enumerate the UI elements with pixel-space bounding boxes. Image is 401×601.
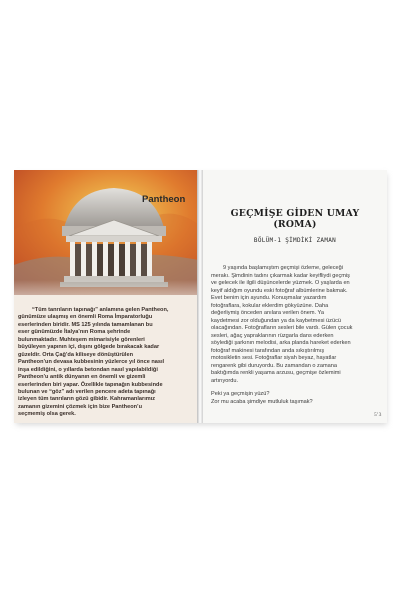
text-line: inşa edildiğini, o yıllarda betondan nasıl yapılabildiği: [18, 366, 158, 373]
story-title: GEÇMİŞE GİDEN UMAY: [230, 208, 360, 219]
text-line: güzeldir. Orta Çağ’da kiliseye dönüştürülen: [18, 351, 134, 358]
text-line: bulunmaktadır. Muhteşem mimarisiyle görenleri: [18, 336, 145, 343]
text-line: seçmemiş olsa gerek.: [18, 411, 76, 418]
text-line: artırıyordu.: [211, 377, 239, 384]
text-line: Pantheon’un devasa kubbesinin yüzlerce yıl önce nasıl: [18, 359, 165, 366]
question-line: Zor mu acaba şimdiye mutluluk taşımak?: [211, 398, 313, 405]
text-line: fotoğraflara, kokular eklerdim gökyüzüne. Daha: [211, 302, 329, 309]
text-line: büyüleyen yapının içi, dışını gölgede bırakacak kadar: [18, 344, 160, 351]
pantheon-illustration: [14, 170, 199, 310]
left-page-text: [18, 307, 194, 419]
text-line: söylediği şarkının melodisi, arka planda hareket ederken: [211, 340, 351, 346]
text-line: keyif aldığım oyundu eski fotoğraf albümlerine bakmak.: [211, 287, 348, 294]
pantheon-columns: [70, 242, 152, 276]
text-line: merakı. Şimdinin tadını çıkarmak kadar keyifliydi geçmiş: [211, 272, 350, 279]
text-line: motosikletin sesi. Fotoğraflar siyah beyaz, hayatlar: [211, 355, 337, 361]
text-line: fotoğraf makinesi tarafından anda sıkıştırılmış: [211, 347, 325, 354]
book-spine: [197, 170, 203, 423]
image-title: Pantheon: [142, 194, 186, 205]
question-line: Peki ya geçmişin yüzü?: [211, 391, 270, 397]
text-line: eserlerinden biri yapar. Özellikle tapınağın kubbesinde: [18, 381, 163, 388]
text-line: Evet benim için ayundu. Konuşmalar yazardım: [211, 295, 327, 301]
text-line: baktığımda renkli yaşama arzusu, geçmişe özlemimi: [211, 370, 341, 376]
text-line: bulunan ve “göz” adı verilen pencere adeta tapınağı: [18, 388, 156, 395]
text-line: Pantheon’u antik dünyanın en önemli ve gizemli: [18, 374, 146, 381]
text-line: eserlerinden biridir. MS 125 yılında tamamlanan bu: [18, 321, 153, 328]
chapter-heading: BÖLÜM-1 ŞİMDİKİ ZAMAN: [253, 237, 337, 244]
story-subtitle: (ROMA): [273, 219, 317, 230]
page-number: 5’3: [374, 412, 382, 418]
right-page-text: [211, 265, 379, 406]
text-line: günümüze ulaşmış en önemli Roma İmparatorluğu: [18, 314, 153, 321]
text-line: zamanın gizemini çözmek için bize Pantheon’u: [18, 403, 143, 410]
open-book: [14, 170, 387, 423]
text-line: kaydetmesi zor olduğundan ya da kaybetmesi üzücü: [211, 317, 341, 324]
right-page: [201, 170, 387, 423]
text-line: rengarenk gibi duruyordu. Bu zamandan o zamana: [211, 362, 337, 369]
text-line: eser günümüzde İtalya’nın Roma şehrinde: [18, 329, 131, 336]
text-line: ve gelecek ile ilgili düşüncelerde yüzmek. O yaşlarda en: [211, 280, 350, 286]
text-line: izleyen tüm tanrıların gözü gibidir. Kahramanlarımız: [18, 396, 156, 403]
left-page: [14, 170, 199, 423]
text-line: 9 yaşında başlamıştım geçmişi özleme, geleceği: [223, 265, 344, 271]
text-line: sesleri, ağaç yapraklarının rüzgarla dans ederken: [211, 332, 334, 339]
text-line: “Tüm tanrıların tapınağı” anlamına gelen Pantheon,: [32, 307, 169, 313]
text-line: olacağından. Fotoğrafların sesleri bile vardı. Gülen çocuk: [211, 325, 353, 331]
text-line: değerliymiş önceden anılara verilen önem. Ya: [211, 310, 324, 316]
